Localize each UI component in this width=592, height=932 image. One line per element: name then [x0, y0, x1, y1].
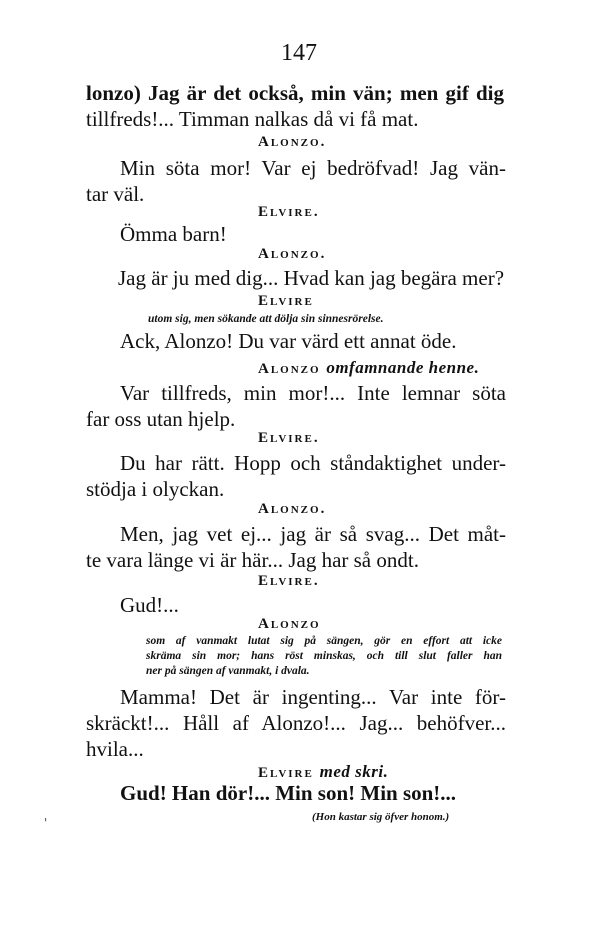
speaker-name: Elvire. [258, 573, 320, 589]
text-line: Jag är ju med dig... Hvad kan jag begära mer? [118, 266, 505, 290]
text-line: far oss utan hjelp. [86, 407, 236, 431]
text-line: Ömma barn! [120, 222, 227, 246]
stage-direction: utom sig, men sökande att dölja sin sinnesrörelse. [148, 313, 384, 325]
margin-speck: ' [44, 816, 48, 830]
speaker-name: Elvire. [258, 430, 320, 446]
text-line: Du har rätt. Hopp och ståndaktighet under- [120, 451, 506, 475]
text-line: Gud! Han dör!... Min son! Min son!... [120, 781, 457, 805]
stage-direction: (Hon kastar sig öfver honom.) [312, 811, 450, 823]
speaker-name: Alonzo. [258, 134, 327, 150]
speaker-name: Alonzo. [258, 501, 327, 517]
speaker-name: Alonzo [258, 361, 321, 377]
stage-direction: ner på sängen af vanmakt, i dvala. [146, 665, 310, 677]
speaker-name: Elvire [258, 293, 314, 309]
stage-direction: skräma sin mor; hans röst minskas, och till slut faller han [146, 650, 502, 662]
text-line: skräckt!... Håll af Alonzo!... Jag... behöfver... [86, 711, 506, 735]
text-line: stödja i olyckan. [86, 477, 225, 501]
text-line: te vara länge vi är här... Jag har så ondt. [86, 548, 419, 572]
text-line: lonzo) Jag är det också, min vän; men gif dig [86, 81, 504, 105]
text-line: Gud!... [120, 593, 179, 617]
text-line: hvila... [86, 737, 144, 761]
stage-direction: omfamnande henne. [326, 358, 480, 377]
text-line: tar väl. [86, 182, 145, 206]
stage-direction: som af vanmakt lutat sig på sängen, gör en effort att icke [146, 635, 502, 647]
text-line: tillfreds!... Timman nalkas då vi få mat. [86, 107, 419, 131]
speaker-name [258, 762, 388, 782]
speaker-name: Alonzo [258, 616, 321, 632]
text-line: Mamma! Det är ingenting... Var inte för- [120, 685, 506, 709]
speaker-name [258, 358, 479, 378]
speaker-name: Elvire. [258, 204, 320, 220]
stage-direction: med skri. [319, 762, 389, 781]
text-line: Men, jag vet ej... jag är så svag... Det måt- [120, 522, 506, 546]
text-line: Min söta mor! Var ej bedröfvad! Jag vän- [120, 156, 506, 180]
text-line: Var tillfreds, min mor!... Inte lemnar söta [120, 381, 506, 405]
speaker-name: Alonzo. [258, 246, 327, 262]
text-line: Ack, Alonzo! Du var värd ett annat öde. [120, 329, 457, 353]
page-number: 147 [281, 40, 317, 66]
speaker-name: Elvire [258, 765, 314, 781]
